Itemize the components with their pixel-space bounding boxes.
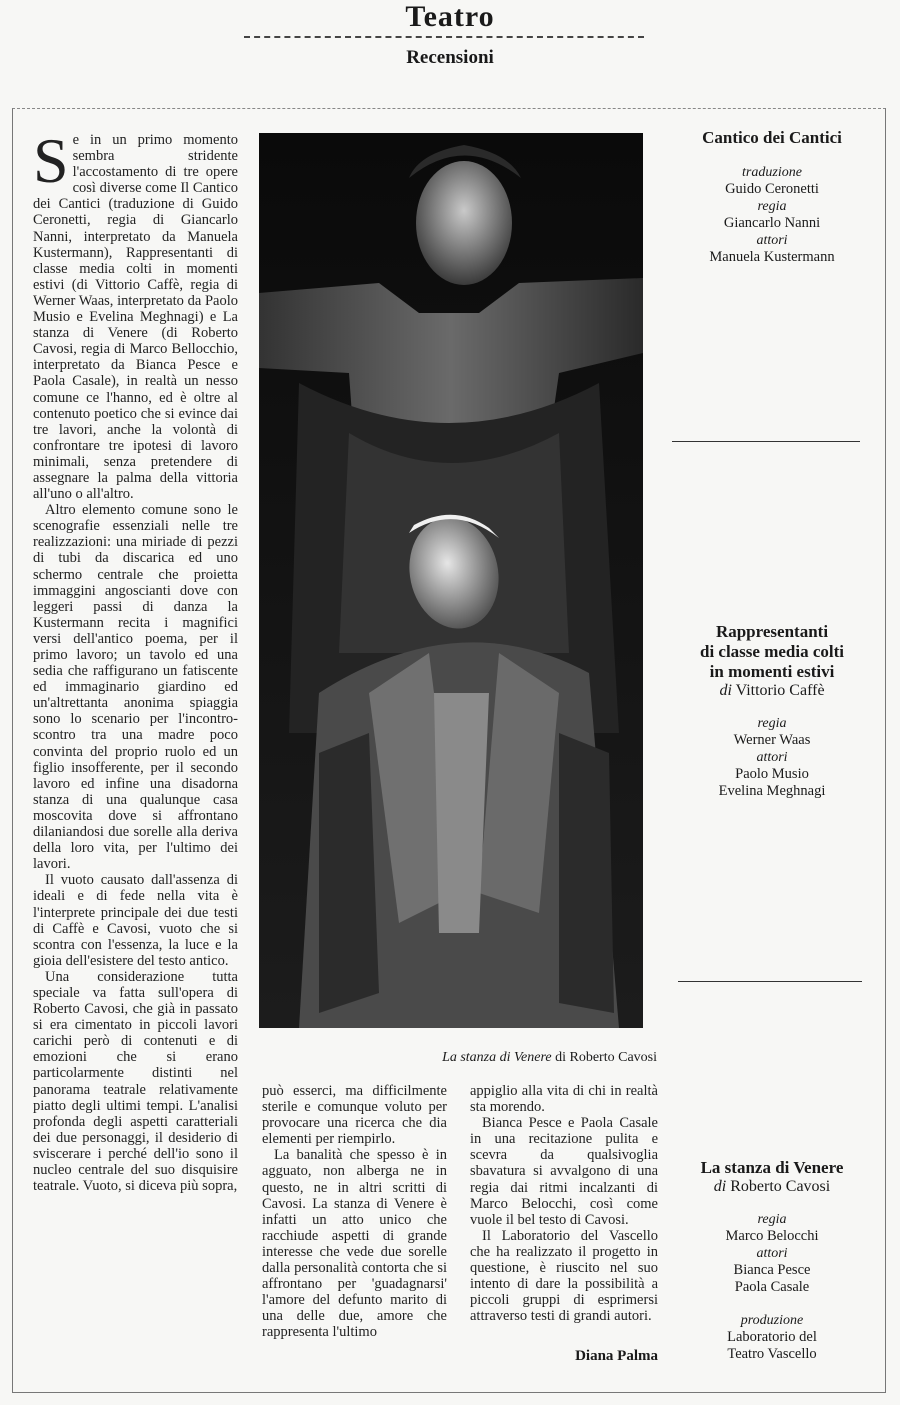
article-paragraph-5: può esserci, ma difficilmente sterile e comunque voluto per provocare una ricerca che dia elementi per riempirlo. (262, 1083, 447, 1148)
credits-name: Paola Casale (734, 1279, 810, 1295)
article-paragraph-2: Altro elemento comune sono le scenografie essenziali nelle tre realizzazioni: una miriade di pezzi di tubi da discarica ed uno schermo centrale che proietta immaggini angoscianti dove con leggeri passi di danza la Kustermann recita i magnifici versi dell'antico poema, per il primo lavoro; un tavolo ed una sedia che raffigurano un fatiscente ed immaginario giardino ed un'altrettanta anonima spiaggia sono lo scenario per l'incontro-scontro tra una madre poco convinta del proprio ruolo ed un figlio insofferente, per il secondo lavoro ed infine una disadorna stanza di una qualunque casa moscovita dove si affrontano dilaniandosi due sorelle alla deriva della loro vita, per l'ultimo dei lavori. (33, 502, 238, 873)
credits-name: Werner Waas (733, 732, 811, 748)
paragraph-text: e in un primo momento sembra stridente l'accostamento di tre opere così diverse come Il Cantico dei Cantici (traduzione di Guido Ceronetti, regia di Giancarlo Nanni, interpretato da Manuela Kustermann), Rappresentanti di classe media colti in momenti estivi (di Vittorio Caffè, regia di Werner Waas, interpretato da Paolo Musio e Evelina Meghnagi) e La stanza di Venere (di Roberto Cavosi, regia di Marco Bellocchio, interpretato da Bianca Pesce e Paola Casale), in realtà un nesso comune ce l'hanno, ed è oltre al contenuto poetico che si evince dai tre lavori, anche la volontà di confrontare tre ipotesi di lavoro minimali, senza pretendere di assegnare la palma della vittoria all'uno o all'altro. (33, 132, 238, 503)
article-paragraph-6: La banalità che spesso è in agguato, non alberga ne in questo, ne in altri scritti di Cavosi. La stanza di Venere è infatti un atto unico che racchiude aspetti di grande interesse che vede due sorelle dalla personalità contorta che si affrontano per 'guadagnarsi' l'amore del defunto marito di una delle due, amore che rappresenta l'ultimo (262, 1147, 447, 1341)
credits-role: regia (757, 199, 787, 214)
credits-name: Paolo Musio (735, 766, 809, 782)
credits-author (672, 682, 872, 699)
credits-box-rappresentanti (672, 622, 872, 800)
dropcap: S (33, 125, 69, 196)
stage-photo (259, 133, 643, 1028)
credits-title: La stanza di Venere (700, 1158, 844, 1177)
credits-role: produzione (740, 1313, 804, 1328)
credits-title-line: di classe media colti (699, 642, 844, 661)
credits-author-di: di (719, 682, 732, 699)
stage-photo-image (259, 133, 643, 1028)
credits-name: Laboratorio del (727, 1329, 817, 1345)
sidebar-divider (678, 981, 862, 982)
credits-role: traduzione (742, 165, 802, 180)
caption-author: di Roberto Cavosi (551, 1050, 657, 1065)
article-column-3 (470, 1083, 658, 1324)
credits-role: attori (756, 750, 788, 765)
sidebar-divider (672, 441, 860, 442)
author-signature: Diana Palma (575, 1348, 658, 1364)
article-paragraph-1 (33, 125, 238, 503)
credits-author-di: di (713, 1178, 727, 1195)
credits-name: Marco Belocchi (725, 1228, 819, 1244)
credits-role: regia (757, 1212, 787, 1227)
credits-name: Giancarlo Nanni (723, 215, 821, 231)
credits-name: Guido Ceronetti (725, 181, 819, 197)
credits-title: Cantico dei Cantici (702, 128, 842, 147)
credits-name: Manuela Kustermann (709, 249, 835, 265)
credits-box-stanza (672, 1158, 872, 1363)
credits-name: Teatro Vascello (727, 1346, 817, 1362)
article-paragraph-9: Il Laboratorio del Vascello che ha realizzato il progetto in questione, è riuscito nel suo intento di dare la possibilità a piccoli gruppi di esprimersi attraverso testi di grandi autori. (470, 1227, 658, 1325)
credits-title-line: Rappresentanti (715, 622, 829, 641)
credits-author (672, 1178, 872, 1195)
credits-author-name: Vittorio Caffè (731, 682, 825, 699)
credits-box-cantico (672, 128, 872, 266)
article-column-1 (33, 125, 238, 1195)
photo-caption (259, 1050, 657, 1066)
credits-role: attori (756, 233, 788, 248)
caption-title: La stanza di Venere (442, 1050, 552, 1065)
section-title: Teatro (405, 0, 495, 33)
credits-name: Evelina Meghnagi (718, 783, 826, 799)
article-paragraph-4: Una considerazione tutta speciale va fatta sull'opera di Roberto Cavosi, che già in passato si era cimentato in piccoli lavori carichi però di contenuti e di emozioni che si erano particolarmente distinti nel panorama teatrale relativamente piatto degli ultimi tempi. L'analisi profonda degli aspetti caratteriali dei due personaggi, il desiderio di sviscerare i perché dell'io sono il nucleo centrale del suo disquisire teatrale. Vuoto, si diceva più sopra, (33, 968, 238, 1195)
credits-author-name: Roberto Cavosi (726, 1178, 831, 1195)
article-paragraph-3: Il vuoto causato dall'assenza di ideali e di fede nella vita è l'interprete principale dei due testi di Caffè e Cavosi, vuoto che si scontra con l'essenza, la luce e la gioia dell'esistere del testo antico. (33, 872, 238, 969)
article-column-2 (262, 1083, 447, 1341)
article-paragraph-8: Bianca Pesce e Paola Casale in una recitazione pulita e scevra da qualsivoglia sbavatura si avvalgono di una regia dai ritmi incalzanti di Marco Belocchi, così come vuole il bel testo di Cavosi. (470, 1115, 658, 1228)
credits-name: Bianca Pesce (733, 1262, 811, 1278)
article-paragraph-7: appiglio alla vita di chi in realtà sta morendo. (470, 1083, 658, 1116)
credits-role: attori (756, 1246, 788, 1261)
header-divider (244, 36, 644, 38)
section-subtitle: Recensioni (406, 47, 494, 68)
credits-title-line: in momenti estivi (709, 662, 835, 681)
credits-role: regia (757, 716, 787, 731)
